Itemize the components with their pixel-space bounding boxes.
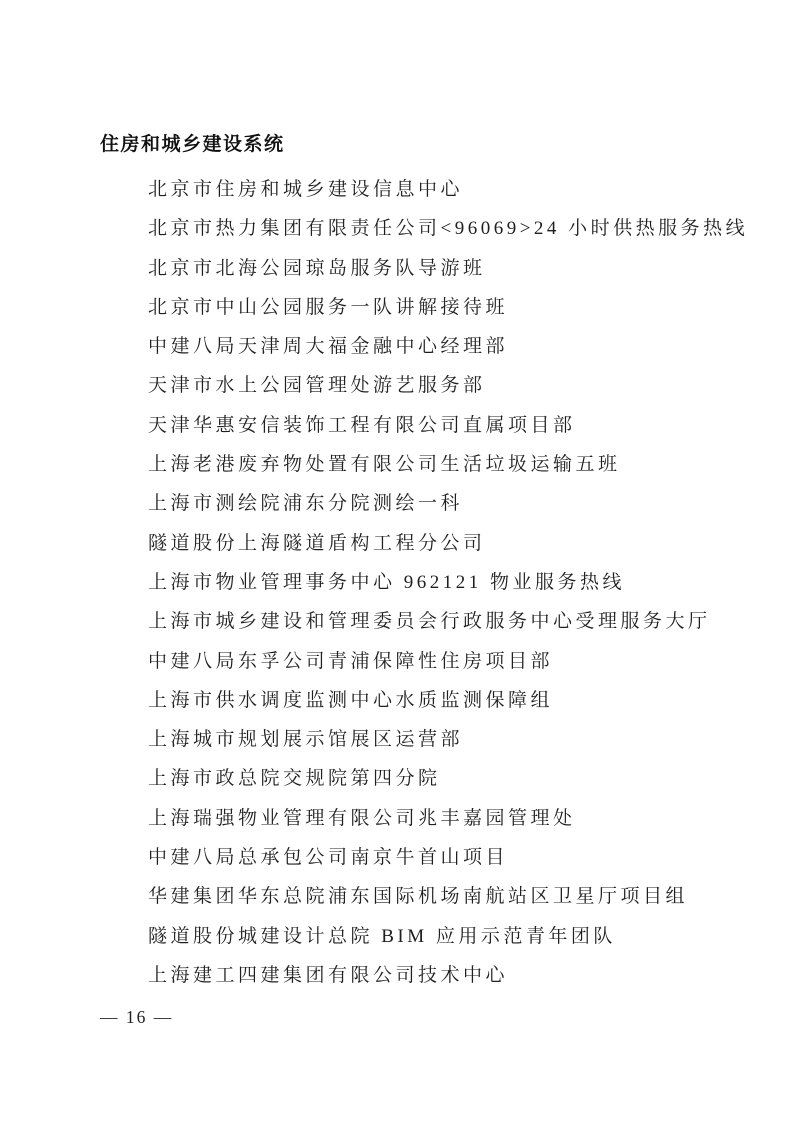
list-item: 北京市北海公园琼岛服务队导游班 xyxy=(148,257,486,279)
list-item: 上海市城乡建设和管理委员会行政服务中心受理服务大厅 xyxy=(148,611,711,633)
list-item: 华建集团华东总院浦东国际机场南航站区卫星厅项目组 xyxy=(148,886,689,908)
list-item: 上海老港废弃物处置有限公司生活垃圾运输五班 xyxy=(148,454,621,476)
list-item: 上海瑞强物业管理有限公司兆丰嘉园管理处 xyxy=(148,807,576,829)
organization-list xyxy=(148,170,748,995)
page-number: — 16 — xyxy=(100,1007,174,1027)
list-item: 上海建工四建集团有限公司技术中心 xyxy=(148,964,509,986)
list-item: 上海市政总院交规院第四分院 xyxy=(148,768,441,790)
list-item: 北京市住房和城乡建设信息中心 xyxy=(148,179,464,200)
list-item: 天津华惠安信装饰工程有限公司直属项目部 xyxy=(148,414,576,436)
list-item: 北京市中山公园服务一队讲解接待班 xyxy=(148,296,509,318)
list-item: 中建八局东孚公司青浦保障性住房项目部 xyxy=(148,650,554,672)
section-heading: 住房和城乡建设系统 xyxy=(100,134,285,155)
list-item: 上海市供水调度监测中心水质监测保障组 xyxy=(148,689,554,711)
list-item: 中建八局天津周大福金融中心经理部 xyxy=(148,336,509,358)
list-item: 隧道股份上海隧道盾构工程分公司 xyxy=(148,532,486,554)
list-item: 上海市物业管理事务中心 962121 物业服务热线 xyxy=(148,571,626,593)
list-item: 上海城市规划展示馆展区运营部 xyxy=(148,729,464,751)
list-item: 北京市热力集团有限责任公司<96069>24 小时供热服务热线 xyxy=(148,218,749,240)
list-item: 上海市测绘院浦东分院测绘一科 xyxy=(148,493,464,515)
list-item: 中建八局总承包公司南京牛首山项目 xyxy=(148,847,509,869)
list-item: 隧道股份城建设计总院 BIM 应用示范青年团队 xyxy=(148,925,616,947)
list-item: 天津市水上公园管理处游艺服务部 xyxy=(148,375,486,397)
